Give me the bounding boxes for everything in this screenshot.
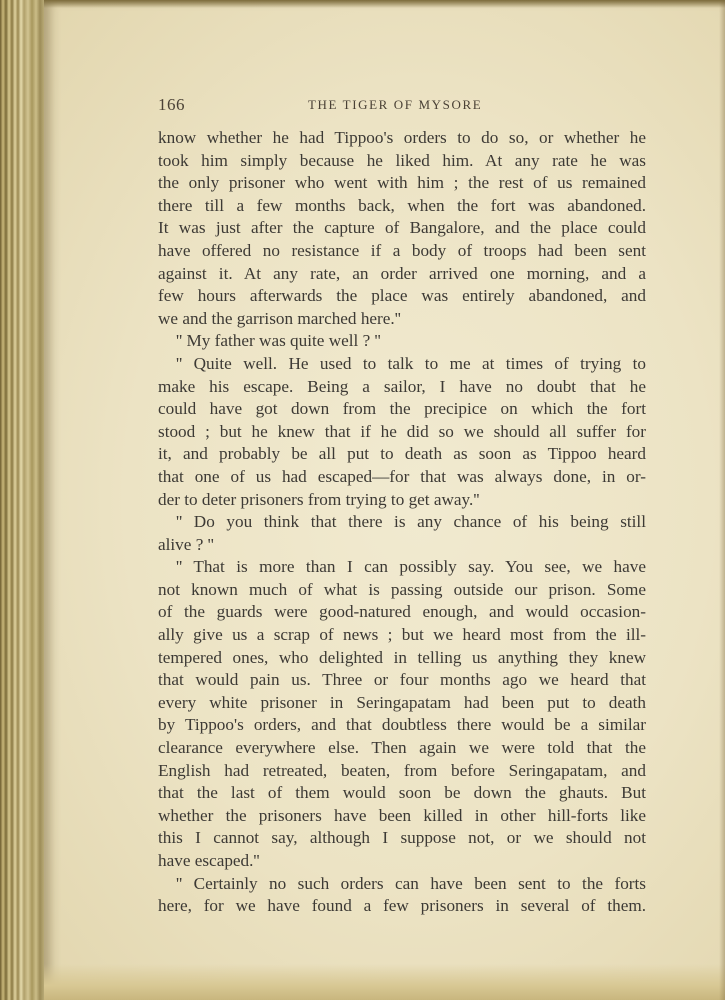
text-line: It was just after the capture of Bangalore, and the place could: [158, 218, 646, 238]
text-line: this I cannot say, although I suppose not, or we should not: [158, 828, 646, 848]
text-line: '' That is more than I can possibly say. You see, we have: [176, 557, 646, 577]
text-line: could have got down from the precipice on which the fort: [158, 399, 646, 419]
top-edge-shadow: [44, 0, 725, 8]
page-header: [158, 95, 646, 117]
text-line: of the guards were good-natured enough, and would occasion-: [158, 602, 646, 622]
text-line: have escaped.'': [158, 851, 260, 870]
bottom-page-edge: [44, 964, 725, 1000]
right-page-edge: [719, 0, 725, 1000]
book-binding-edges: [0, 0, 44, 1000]
text-line: took him simply because he liked him. At any rate he was: [158, 150, 646, 170]
text-line: stood ; but he knew that if he did so we should all suffer for: [158, 421, 646, 441]
text-line: not known much of what is passing outside our prison. Some: [158, 579, 646, 599]
text-line: whether the prisoners have been killed in other hill-forts like: [158, 805, 646, 825]
text-line: know whether he had Tippoo's orders to do so, or whether he: [158, 128, 646, 147]
text-line: it, and probably be all put to death as soon as Tippoo heard: [158, 444, 646, 464]
text-line: English had retreated, beaten, from before Seringapatam, and: [158, 760, 646, 780]
text-line: we and the garrison marched here.'': [158, 308, 401, 328]
text-line: that the last of them would soon be down the ghauts. But: [158, 783, 646, 803]
text-line: against it. At any rate, an order arrived one morning, and a: [158, 263, 646, 283]
text-line: tempered ones, who delighted in telling us anything they knew: [158, 647, 646, 667]
text-line: by Tippoo's orders, and that doubtless there would be a similar: [158, 715, 646, 735]
text-line: ally give us a scrap of news ; but we heard most from the ill-: [158, 625, 646, 645]
text-line: make his escape. Being a sailor, I have no doubt that he: [158, 376, 646, 396]
text-line: few hours afterwards the place was entirely abandoned, and: [158, 286, 646, 306]
text-line: '' Quite well. He used to talk to me at times of trying to: [176, 353, 646, 373]
text-line: there till a few months back, when the fort was abandoned.: [158, 195, 646, 215]
text-line: clearance everywhere else. Then again we were told that the: [158, 738, 646, 758]
text-line: '' My father was quite well ? '': [176, 331, 381, 351]
text-line: '' Do you think that there is any chance of his being still: [176, 512, 646, 532]
text-line: der to deter prisoners from trying to get away.'': [158, 489, 480, 509]
text-line: that would pain us. Three or four months ago we heard that: [158, 670, 646, 690]
page-number: 166: [158, 95, 185, 114]
running-head: THE TIGER OF MYSORE: [308, 97, 483, 112]
text-line: have offered no resistance if a body of troops had been sent: [158, 240, 646, 260]
text-line: '' Certainly no such orders can have been sent to the forts: [176, 873, 646, 893]
text-line: that one of us had escaped—for that was always done, in or-: [158, 466, 646, 486]
body-text: [158, 127, 646, 918]
text-line: every white prisoner in Seringapatam had been put to death: [158, 692, 646, 712]
text-line: here, for we have found a few prisoners in several of them.: [158, 896, 646, 916]
text-line: the only prisoner who went with him ; the rest of us remained: [158, 173, 646, 193]
text-line: alive ? '': [158, 534, 214, 554]
